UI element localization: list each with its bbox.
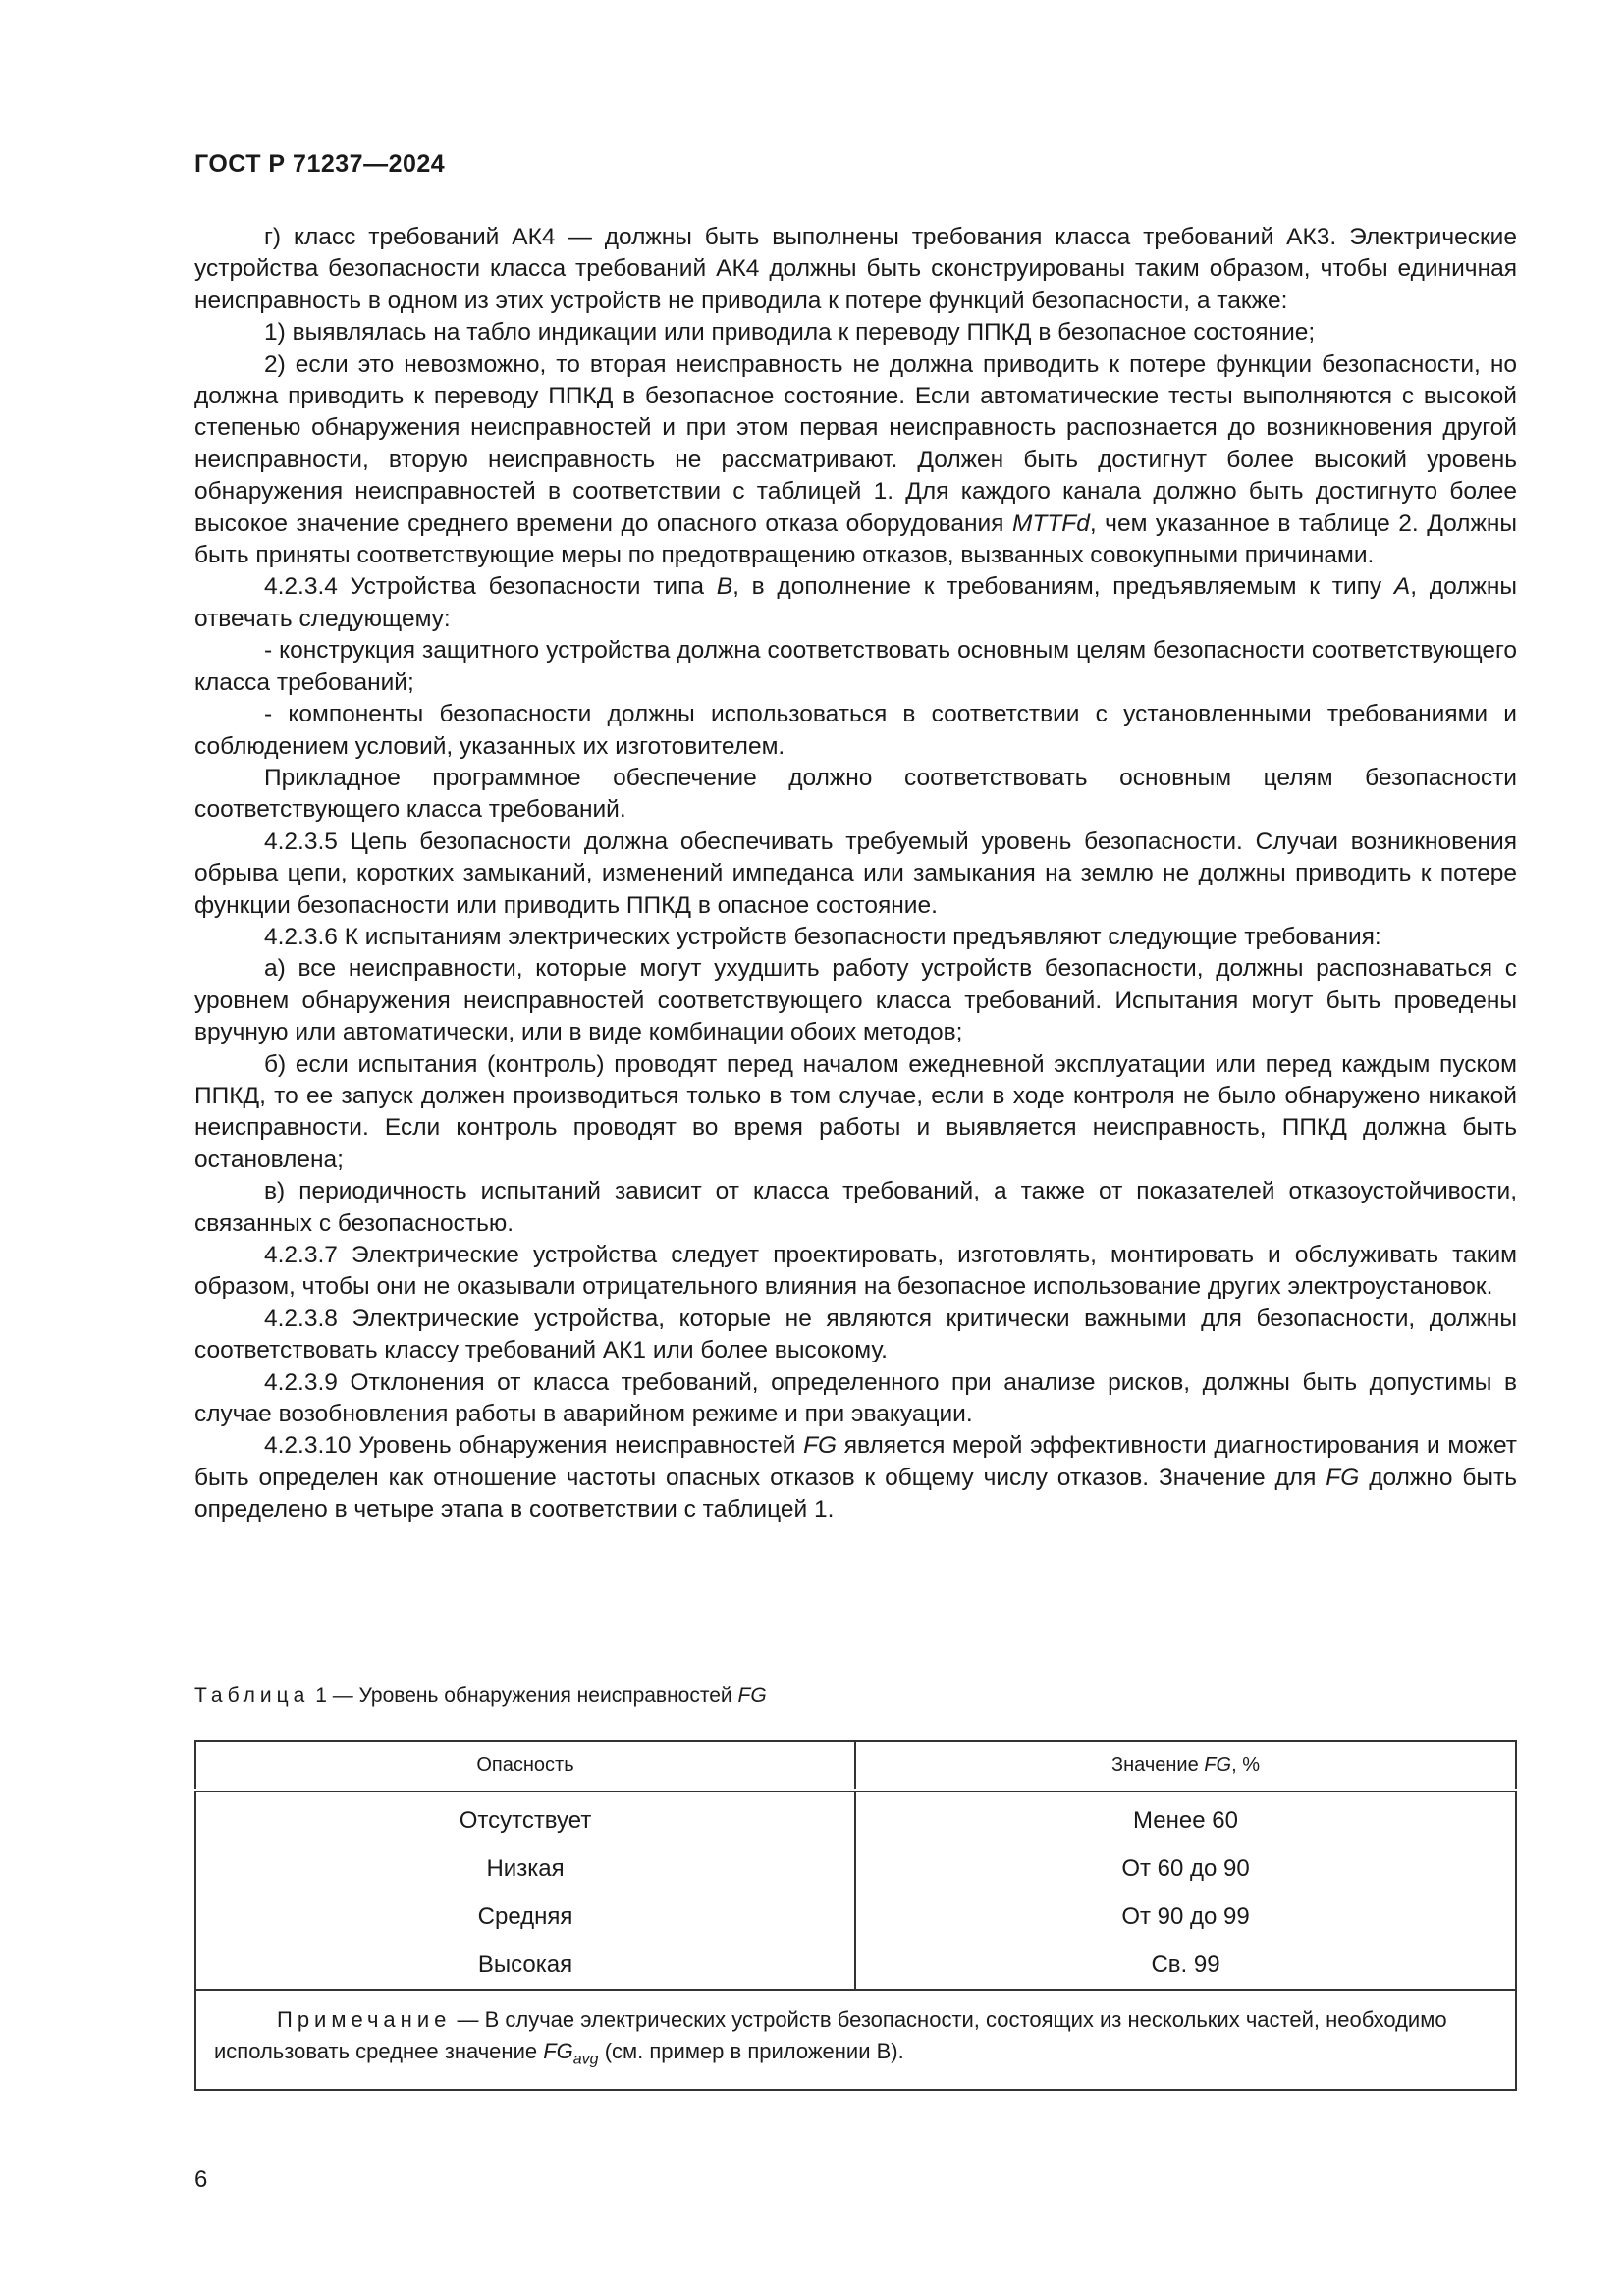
paragraph [194,763,1517,827]
paragraph-text: , чем указанное в таблице 2. Должны быть приняты соответствующие меры по предотвращению отказов, вызванных совокупными причинами. [194,509,1517,569]
mttfd-term: MTTFd [1011,509,1090,537]
paragraph-text: 4.2.3.8 Электрические устройства, которые не являются критически важными для безопасности, должны соответствовать классу требований АК1 или более высокому. [194,1305,1517,1364]
table-row [195,1893,1516,1941]
document-body [194,222,1517,1526]
paragraph-text: 4.2.3.6 К испытаниям электрических устройств безопасности предъявляют следующие требования: [264,923,1381,950]
note-label: Примечание [277,2007,452,2032]
paragraph [194,349,1517,572]
paragraph [194,1430,1517,1525]
table-row [195,1941,1516,1990]
column-header-fg-value [855,1741,1516,1790]
danger-cell: Отсутствует [195,1790,855,1844]
paragraph-text: является мерой эффективности диагностирования и может быть определен как отношение частоты опасных отказов к общему числу отказов. Значение для [194,1432,1517,1491]
table-caption-var: FG [737,1684,767,1707]
fg-value-cell: От 90 до 99 [855,1893,1516,1941]
fg-value-cell: От 60 до 90 [855,1844,1516,1893]
table-caption-text: 1 — Уровень обнаружения неисправностей [315,1684,732,1707]
paragraph [194,1176,1517,1240]
paragraph [194,571,1517,635]
header-var: FG [1204,1754,1232,1776]
paragraph [194,1240,1517,1304]
paragraph [194,1304,1517,1367]
paragraph [194,1367,1517,1431]
table-header-row [195,1741,1516,1790]
paragraph [194,922,1517,953]
paragraph-text: в) периодичность испытаний зависит от класса требований, а также от показателей отказоустойчивости, связанных с безопасностью. [194,1178,1517,1237]
paragraph [194,635,1517,699]
paragraph-text: , в дополнение к требованиям, предъявляемым к типу [732,573,1382,601]
paragraph-text: 4.2.3.9 Отклонения от класса требований, определенного при анализе рисков, должны быть допустимы в случае возобновления работы в аварийном режиме и при эвакуации. [194,1368,1517,1428]
paragraph-text: , должны отвечать следующему: [194,573,1518,632]
paragraph-text: должно быть определено в четыре этапа в соответствии с таблицей 1. [194,1464,1518,1523]
note-var: FG [543,2039,573,2063]
note-var-subscript: avg [572,2051,599,2068]
danger-cell: Низкая [195,1844,855,1893]
paragraph [194,1049,1517,1177]
paragraph-text: 4.2.3.4 Устройства безопасности типа [264,573,704,601]
type-a-term: A [1393,573,1411,601]
type-b-term: B [716,573,733,601]
header-text: , % [1231,1754,1260,1776]
paragraph [194,699,1517,763]
paragraph [194,317,1517,348]
fg-term: FG [1326,1464,1360,1491]
paragraph-text: - компоненты безопасности должны использоваться в соответствии с установленными требованиями и соблюдением условий, указанных их изготовителем. [194,701,1517,760]
table-note-row [195,1990,1516,2090]
paragraph [194,222,1517,317]
header-text: Значение [1111,1754,1199,1776]
paragraph-text: 4.2.3.10 Уровень обнаружения неисправностей [264,1432,796,1460]
table-caption [194,1684,767,1708]
table-note [195,1990,1516,2090]
note-text: (см. пример в приложении В). [604,2039,904,2063]
paragraph-text: г) класс требований АК4 — должны быть выполнены требования класса требований АК3. Электрические устройства безопасности класса требований АК4 должны быть сконструированы таким образом, чтобы единичная неисправность в одном из этих устройств не приводила к потере функций безопасности, а также: [194,224,1517,314]
paragraph-text: 1) выявлялась на табло индикации или приводила к переводу ППКД в безопасное состояние; [264,319,1316,347]
document-header: ГОСТ Р 71237—2024 [194,150,446,178]
danger-cell: Средняя [195,1893,855,1941]
table-row [195,1844,1516,1893]
table-caption-label: Таблица [194,1684,310,1707]
paragraph [194,953,1517,1048]
fg-value-cell: Св. 99 [855,1941,1516,1990]
paragraph-text: 2) если это невозможно, то вторая неисправность не должна приводить к потере функции безопасности, но должна приводить к переводу ППКД в безопасное состояние. Если автоматические тесты выполняются с высокой степенью обнаружения неисправностей и при этом первая неисправность распознается до возникновения другой неисправности, вторую неисправность не рассматривают. Должен быть достигнут более высокий уровень обнаружения неисправностей в соответствии с таблицей 1. Для каждого канала должно быть достигнуто более высокое значение среднего времени до опасного отказа оборудования [194,350,1517,537]
paragraph-text: 4.2.3.7 Электрические устройства следует проектировать, изготовлять, монтировать и обслуживать таким образом, чтобы они не оказывали отрицательного влияния на безопасное использование других электроустановок. [194,1242,1517,1301]
column-header-danger: Опасность [195,1741,855,1790]
paragraph [194,827,1517,922]
paragraph-text: Прикладное программное обеспечение должно соответствовать основным целям безопасности соответствующего класса требований. [194,764,1517,824]
paragraph-text: 4.2.3.5 Цепь безопасности должна обеспечивать требуемый уровень безопасности. Случаи возникновения обрыва цепи, коротких замыканий, изменений импеданса или замыкания на землю не должны приводить к потере функции безопасности или приводить ППКД в опасное состояние. [194,828,1517,919]
fg-term: FG [803,1432,838,1460]
danger-cell: Высокая [195,1941,855,1990]
note-text: — В случае электрических устройств безопасности, состоящих из нескольких частей, необходимо использовать среднее значение [214,2007,1447,2063]
paragraph-text: б) если испытания (контроль) проводят перед началом ежедневной эксплуатации или перед каждым пуском ППКД, то ее запуск должен производиться только в том случае, если в ходе контроля не было обнаружено никакой неисправности. Если контроль проводят во время работы и выявляется неисправность, ППКД должна быть остановлена; [194,1050,1517,1173]
fg-value-cell: Менее 60 [855,1790,1516,1844]
fault-detection-table [194,1740,1517,2091]
paragraph-text: - конструкция защитного устройства должна соответствовать основным целям безопасности соответствующего класса требований; [194,637,1517,696]
table-row [195,1790,1516,1844]
page-number: 6 [194,2166,208,2193]
paragraph-text: а) все неисправности, которые могут ухудшить работу устройств безопасности, должны распознаваться с уровнем обнаружения неисправностей соответствующего класса требований. Испытания могут быть проведены вручную или автоматически, или в виде комбинации обоих методов; [194,955,1517,1046]
